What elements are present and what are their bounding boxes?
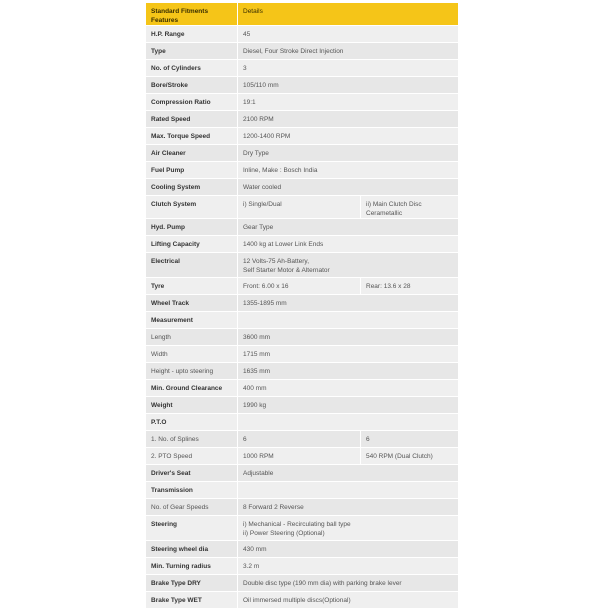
row-label: Lifting Capacity: [146, 236, 238, 253]
row-value: 1990 kg: [238, 397, 459, 414]
header-features: Standard Fitments Features: [146, 3, 238, 26]
row-label: Brake Type DRY: [146, 575, 238, 592]
row-label: Max. Torque Speed: [146, 128, 238, 145]
row-value: Oil immersed multiple discs(Optional): [238, 592, 459, 609]
row-value: i) Mechanical - Recirculating ball type ii) Power Steering (Optional): [238, 516, 459, 541]
table-row: [146, 541, 459, 558]
table-row: [146, 77, 459, 94]
table-row: [146, 94, 459, 111]
table-row: [146, 111, 459, 128]
row-value: Adjustable: [238, 465, 459, 482]
table-row: [146, 128, 459, 145]
table-row: [146, 575, 459, 592]
row-value: 6: [238, 431, 361, 448]
table-row: [146, 43, 459, 60]
row-value: Front: 6.00 x 16: [238, 278, 361, 295]
row-value: 1200-1400 RPM: [238, 128, 459, 145]
row-value: 1635 mm: [238, 363, 459, 380]
row-value: 1400 kg at Lower Link Ends: [238, 236, 459, 253]
table-row: [146, 397, 459, 414]
table-row: [146, 516, 459, 541]
row-label: Fuel Pump: [146, 162, 238, 179]
row-value-secondary: ii) Main Clutch Disc Cerametallic: [361, 196, 459, 219]
table-row: [146, 26, 459, 43]
row-label: Rated Speed: [146, 111, 238, 128]
table-row: [146, 482, 459, 499]
table-row: [146, 236, 459, 253]
row-value: 1715 mm: [238, 346, 459, 363]
row-value: [238, 312, 459, 329]
table-row: [146, 295, 459, 312]
row-label: Brake Type WET: [146, 592, 238, 609]
row-label: Bore/Stroke: [146, 77, 238, 94]
table-row: [146, 253, 459, 278]
table-row: [146, 414, 459, 431]
table-row: [146, 219, 459, 236]
table-row: [146, 278, 459, 295]
row-value: 12 Volts-75 Ah-Battery, Self Starter Motor & Alternator: [238, 253, 459, 278]
table-row: [146, 558, 459, 575]
row-label: Height - upto steering: [146, 363, 238, 380]
table-row: [146, 60, 459, 77]
row-value-secondary: Rear: 13.6 x 28: [361, 278, 459, 295]
row-label: Cooling System: [146, 179, 238, 196]
row-value: [238, 482, 459, 499]
row-label: Compression Ratio: [146, 94, 238, 111]
row-value: Dry Type: [238, 145, 459, 162]
row-label: Transmission: [146, 482, 238, 499]
table-row: [146, 196, 459, 219]
table-row: [146, 346, 459, 363]
row-label: P.T.O: [146, 414, 238, 431]
table-row: [146, 312, 459, 329]
row-value: 430 mm: [238, 541, 459, 558]
row-label: No. of Cylinders: [146, 60, 238, 77]
row-label: Measurement: [146, 312, 238, 329]
row-value: 1000 RPM: [238, 448, 361, 465]
row-label: H.P. Range: [146, 26, 238, 43]
row-label: Driver's Seat: [146, 465, 238, 482]
row-label: Min. Ground Clearance: [146, 380, 238, 397]
row-label: Width: [146, 346, 238, 363]
row-value: 45: [238, 26, 459, 43]
row-value: 3.2 m: [238, 558, 459, 575]
row-label: Wheel Track: [146, 295, 238, 312]
table-row: [146, 499, 459, 516]
row-label: Type: [146, 43, 238, 60]
header-details: Details: [238, 3, 459, 26]
row-label: Hyd. Pump: [146, 219, 238, 236]
row-label: Length: [146, 329, 238, 346]
table-row: [146, 592, 459, 609]
row-label: Weight: [146, 397, 238, 414]
table-row: [146, 179, 459, 196]
row-label: 2. PTO Speed: [146, 448, 238, 465]
row-label: Steering: [146, 516, 238, 541]
row-value: Diesel, Four Stroke Direct Injection: [238, 43, 459, 60]
row-label: 1. No. of Splines: [146, 431, 238, 448]
table-row: [146, 448, 459, 465]
table-row: [146, 145, 459, 162]
row-value: 3: [238, 60, 459, 77]
row-label: Clutch System: [146, 196, 238, 219]
row-label: Electrical: [146, 253, 238, 278]
table-header-row: [146, 3, 459, 26]
row-value: 400 mm: [238, 380, 459, 397]
row-value: 1355-1895 mm: [238, 295, 459, 312]
row-value: i) Single/Dual: [238, 196, 361, 219]
table-row: [146, 162, 459, 179]
row-value: Double disc type (190 mm dia) with parking brake lever: [238, 575, 459, 592]
row-value: Gear Type: [238, 219, 459, 236]
row-value: 19:1: [238, 94, 459, 111]
table-row: [146, 363, 459, 380]
row-label: Steering wheel dia: [146, 541, 238, 558]
row-value: Inline, Make : Bosch India: [238, 162, 459, 179]
row-value: 3600 mm: [238, 329, 459, 346]
row-label: Tyre: [146, 278, 238, 295]
row-label: Air Cleaner: [146, 145, 238, 162]
row-label: No. of Gear Speeds: [146, 499, 238, 516]
table-row: [146, 431, 459, 448]
row-label: Min. Turning radius: [146, 558, 238, 575]
table-row: [146, 465, 459, 482]
row-value: 8 Forward 2 Reverse: [238, 499, 459, 516]
row-value-secondary: 6: [361, 431, 459, 448]
row-value-secondary: 540 RPM (Dual Clutch): [361, 448, 459, 465]
row-value: Water cooled: [238, 179, 459, 196]
table-row: [146, 380, 459, 397]
spec-table: [145, 2, 459, 609]
row-value: 2100 RPM: [238, 111, 459, 128]
table-row: [146, 329, 459, 346]
row-value: 105/110 mm: [238, 77, 459, 94]
row-value: [238, 414, 459, 431]
